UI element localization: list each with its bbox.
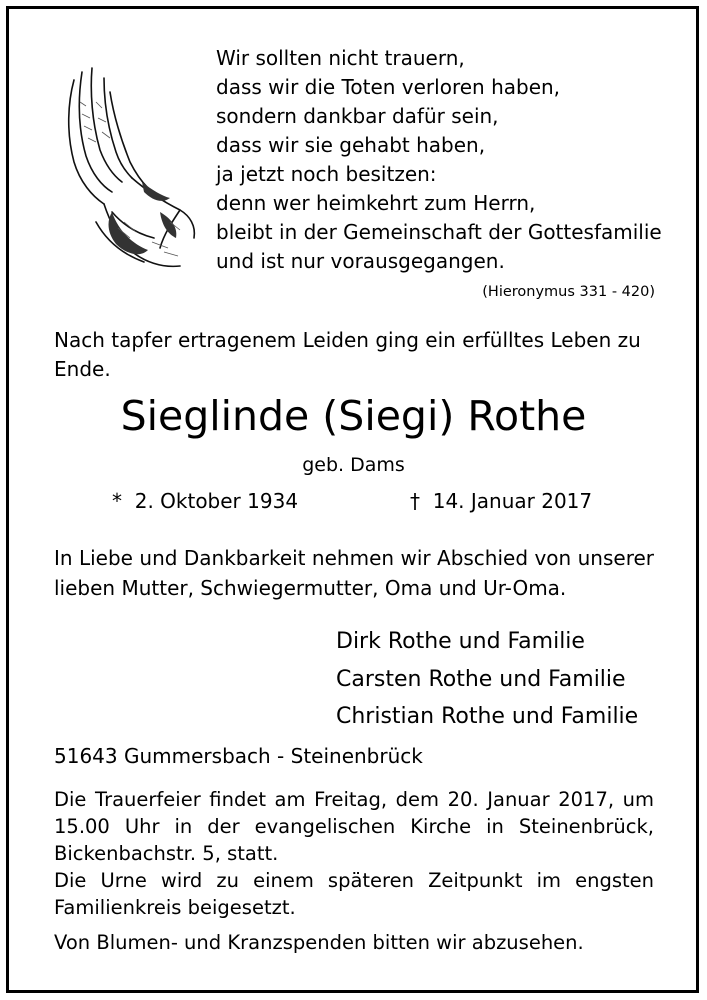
birth-symbol: *: [112, 489, 122, 513]
birth-date-value: 2. Oktober 1934: [134, 489, 299, 513]
praying-hands-icon: [52, 62, 200, 274]
poem-source: (Hieronymus 331 - 420): [482, 284, 655, 300]
poem-line: dass wir sie gehabt haben,: [216, 133, 486, 157]
birth-date: [112, 489, 298, 513]
poem-line: ja jetzt noch besitzen:: [216, 162, 437, 186]
poem-line: bleibt in der Gemeinschaft der Gottesfamilie: [216, 220, 662, 244]
funeral-info: [54, 786, 654, 956]
death-symbol: †: [410, 489, 420, 513]
poem-line: denn wer heimkehrt zum Herrn,: [216, 191, 536, 215]
deceased-name: Sieglinde (Siegi) Rothe: [120, 392, 587, 440]
family-member: Christian Rothe und Familie: [336, 704, 639, 729]
funeral-details: Die Trauerfeier findet am Freitag, dem 20. Januar 2017, um 15.00 Uhr in der evangelischen Kirche in Steinenbrück, Bickenbachstr. 5, statt.: [54, 788, 654, 865]
farewell-text: In Liebe und Dankbarkeit nehmen wir Abschied von unserer lieben Mutter, Schwiegermutter, Oma und Ur-Oma.: [54, 546, 654, 600]
intro-text: Nach tapfer ertragenem Leiden ging ein erfülltes Leben zu Ende.: [54, 328, 641, 381]
poem-quote: [216, 44, 662, 276]
death-date: [410, 489, 592, 513]
family-member: Dirk Rothe und Familie: [336, 629, 585, 654]
poem-line: dass wir die Toten verloren haben,: [216, 75, 561, 99]
poem-line: und ist nur vorausgegangen.: [216, 249, 505, 273]
family-member: Carsten Rothe und Familie: [336, 666, 626, 692]
poem-line: sondern dankbar dafür sein,: [216, 104, 499, 128]
flowers-note: Von Blumen- und Kranzspenden bitten wir abzusehen.: [54, 931, 584, 954]
family-list: [336, 623, 638, 736]
poem-line: Wir sollten nicht trauern,: [216, 46, 465, 70]
born-name: geb. Dams: [302, 454, 405, 476]
urn-details: Die Urne wird zu einem späteren Zeitpunkt im engsten Familienkreis beigesetzt.: [54, 869, 654, 919]
place-text: 51643 Gummersbach - Steinenbrück: [54, 744, 423, 768]
death-date-value: 14. Januar 2017: [432, 489, 593, 513]
